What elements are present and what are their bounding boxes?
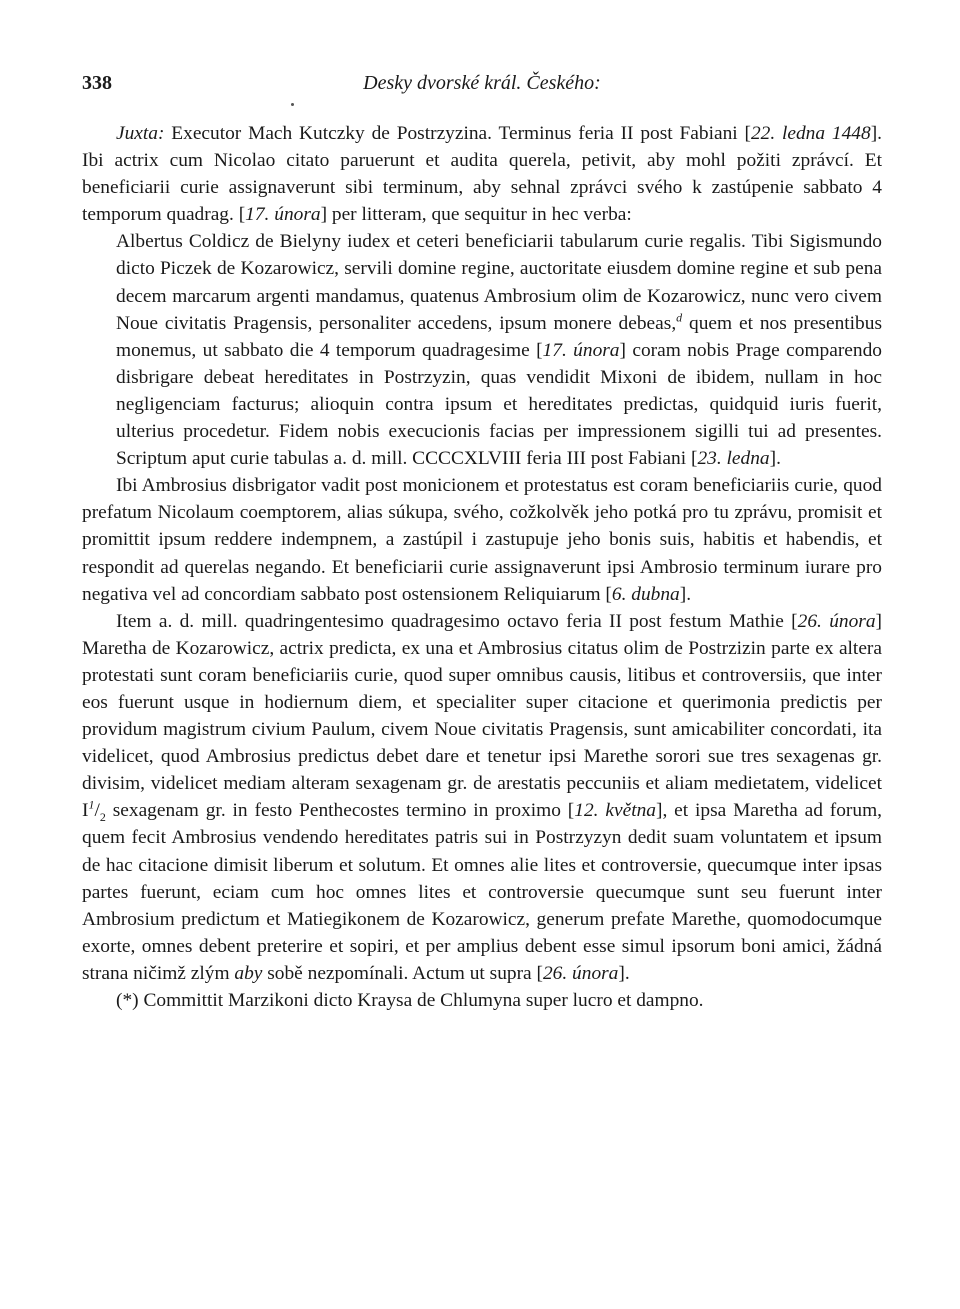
fraction-numerator: 1 xyxy=(88,797,95,812)
paragraph-item xyxy=(82,608,882,987)
page-number: 338 xyxy=(82,72,112,94)
print-speck xyxy=(291,103,294,106)
text-run: Executor Mach Kutczky de Postrzyzina. Terminus feria II post Fabiani [ xyxy=(164,123,751,144)
paragraph-ambrosius xyxy=(82,472,882,607)
paragraph-committit xyxy=(82,987,882,1014)
date-annotation: 12. května xyxy=(574,800,656,822)
quoted-letter xyxy=(82,228,882,472)
text-run: ]. xyxy=(769,448,781,470)
text-run: ] coram nobis Prage comparendo disbrigare debeat hereditates in Postrzyzin, quas vendidit Mixoni de ibidem, nullam in hoc negligenciam facturus; alioquin contra ipsum et hereditates predictas, quidquid iuris fuerit, ulterius procedetur. Fidem nobis execucionis facias per impressionem sigilli tui ad presentes. Scriptum aput curie tabulas a. d. mill. CCCCXLVIII feria III post Fabiani [ xyxy=(116,339,882,470)
footnote-marker: d xyxy=(676,310,683,325)
fraction-denominator: 2 xyxy=(99,810,106,825)
text-run: ]. Ibi actrix cum Nicolao citato paruerunt et audita querela, petivit, aby mohl požiti zprávcí. Et beneficiarii curie assignaverunt sibi terminum, aby sehnal zprávci svého k zastúpenie sabbato 4 temporum quadrag. [ xyxy=(82,123,882,226)
text-run: ] per litteram, que sequitur in hec verba: xyxy=(320,204,632,226)
text-run: Ibi Ambrosius disbrigator vadit post monicionem et protestatus est coram beneficiariis curie, quod prefatum Nicolaum coemptorem, alias súkupa, svého, cožkolvěk jeho potká pro tu zprávu, promisit et promittit ipsum reddere indempnem, a zastúpil i zastupuje jeho bonis suis, habitis et habendis, et respondit ad querelas negando. Et beneficiarii curie assignaverunt ipsi Ambrosio terminum iurare pro negativa vel ad concordiam sabbato post ostensionem Reliquiarum [ xyxy=(82,475,882,605)
text-run: sexagenam gr. in festo Penthecostes termino in proximo [ xyxy=(105,800,575,822)
date-annotation: 26. února xyxy=(542,962,619,984)
juxta-label: Juxta: xyxy=(116,123,165,144)
date-annotation: 22. ledna 1448 xyxy=(750,123,871,144)
text-run: ], et ipsa Maretha ad forum, quem fecit Ambrosius vendendo hereditates patris sui in Postrzyzyn dedit suam voluntatem et ipsum de hac citacione dimisit liberum et solutum. Et omnes alie lites et controversie, quecumque inter ipsas partes fuerunt, eciam cum hoc omnes lites et controversie quecumque sunt seu fuerunt inter Ambrosium predictum et Matiegikonem de Kozarowicz, generum prefate Marethe, quomodocumque exorte, omnes debent preterire et sopiri, et per amplius debent esse simul ipsorum boni amici, žádná strana ničimž zlým xyxy=(82,800,883,984)
document-body xyxy=(82,120,882,1014)
running-title: Desky dvorské král. Českého: xyxy=(363,72,601,94)
date-annotation: 6. dubna xyxy=(611,583,680,605)
date-annotation: 23. ledna xyxy=(697,448,770,470)
date-annotation: 17. února xyxy=(245,204,321,226)
text-run: ]. xyxy=(679,583,692,605)
text-run: quem et nos presentibus monemus, ut sabbato die 4 temporum quadragesime [ xyxy=(116,312,882,361)
text-run: Item a. d. mill. quadringentesimo quadragesimo octavo feria II post festum Mathie [ xyxy=(116,610,798,632)
text-run: (*) Committit Marzikoni dicto Kraysa de Chlumyna super lucro et dampno. xyxy=(116,990,704,1011)
paragraph-juxta xyxy=(82,120,882,228)
fraction-slash: / xyxy=(94,800,100,822)
text-run: ] Maretha de Kozarowicz, actrix predicta, ex una et Ambrosius citatus olim de Postrzizin parte ex altera protestati sunt coram beneficiariis curie, quod super omnibus causis, litibus et controversiis, que inter eos fuerunt usque in hodiernum diem, et specialiter super citacione et querimonia predictis per providum magistrum civium Paulum, civem Noue civitatis Pragensis, sunt amicabiliter concordati, ita videlicet, quod Ambrosius predictus debet dare et tenetur ipsi Marethe sorori sue tres sexagenas gr. divisim, videlicet mediam alteram sexagenam gr. de arestatis peccuniis et aliam medietatem, videlicet I xyxy=(82,610,882,822)
date-annotation: 17. února xyxy=(542,339,620,361)
emphasis-word: aby xyxy=(234,962,263,984)
text-run: Albertus Coldicz de Bielyny iudex et ceteri beneficiarii tabularum curie regalis. Tibi Sigismundo dicto Piczek de Kozarowicz, servili domine regine, auctoritate eiusdem domine regine et sub pena decem marcarum argenti mandamus, quatenus Ambrosium olim de Kozarowicz, nunc vero civem Noue civitatis Pragensis, personaliter accedens, ipsum monere debeas, xyxy=(116,231,882,334)
page-header xyxy=(82,72,882,102)
date-annotation: 26. února xyxy=(797,610,876,632)
text-run: sobě nezpomínali. Actum ut supra [ xyxy=(262,962,543,984)
text-run: ]. xyxy=(618,962,630,984)
